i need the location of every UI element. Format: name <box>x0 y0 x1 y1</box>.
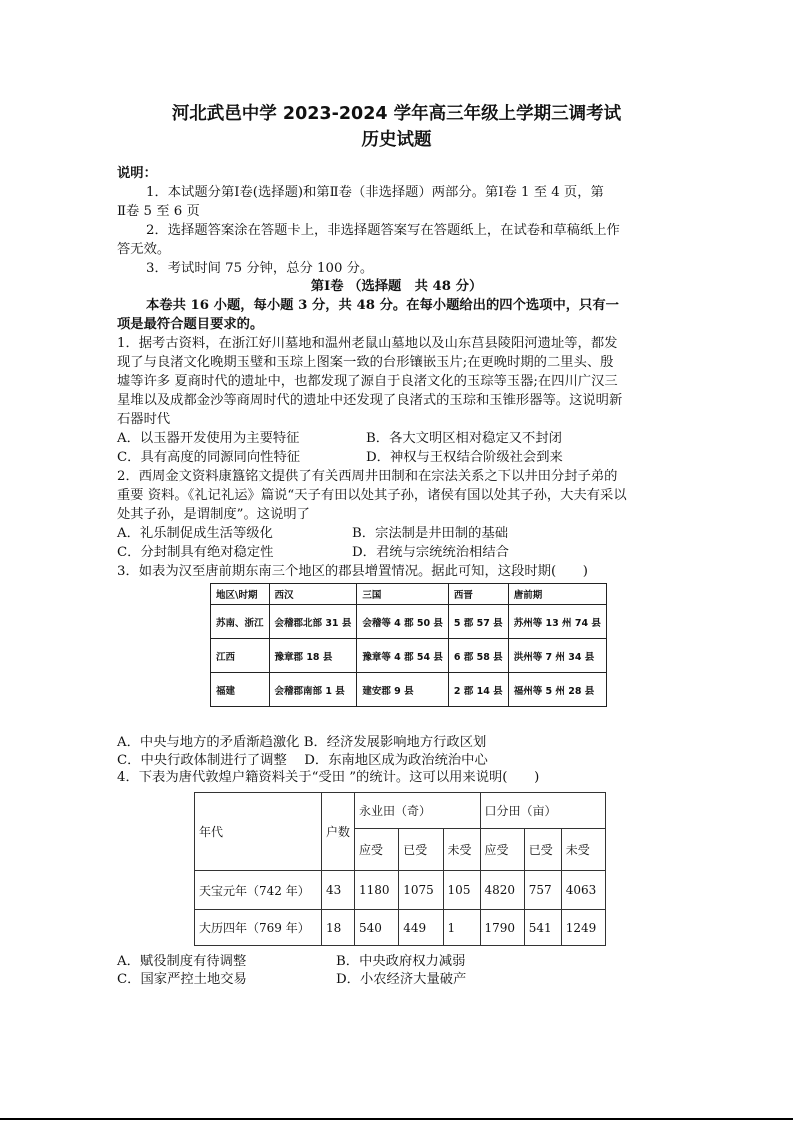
table-subheader-cell: 已受 <box>399 829 443 871</box>
q3-stem: 3．如表为汉至唐前期东南三个地区的郡县增置情况。据此可知，这段时期( ) <box>117 564 588 579</box>
table-cell: 5 郡 57 县 <box>448 605 508 639</box>
table-subheader-cell: 已受 <box>524 829 561 871</box>
section-intro-cont: 项是最符合题目要求的。 <box>117 317 264 332</box>
note-1: 1．本试题分第Ⅰ卷(选择题)和第Ⅱ卷（非选择题）两部分。第Ⅰ卷 1 至 4 页，第 <box>146 185 604 200</box>
table-subheader-cell: 应受 <box>480 829 524 871</box>
q1-stem-line: 石器时代 <box>117 412 171 427</box>
table-cell: 2 郡 14 县 <box>448 673 508 707</box>
q4-table <box>194 792 606 946</box>
table-header-cell: 西晋 <box>448 584 508 605</box>
q3-table <box>210 583 607 707</box>
table-header-row <box>195 793 606 829</box>
table-cell: 105 <box>443 871 480 910</box>
notes-heading: 说明： <box>117 166 157 181</box>
table-header-cell: 地区\时期 <box>211 584 270 605</box>
table-cell: 会稽等 4 郡 50 县 <box>357 605 449 639</box>
table-row <box>195 871 606 910</box>
q4-option-d[interactable]: D．小农经济大量破产 <box>336 972 467 987</box>
table-cell: 大历四年（769 年） <box>195 910 322 946</box>
table-cell: 1180 <box>355 871 399 910</box>
table-cell: 757 <box>524 871 561 910</box>
note-1-cont: Ⅱ卷 5 至 6 页 <box>117 204 200 219</box>
q2-option-b[interactable]: B．宗法制是井田制的基础 <box>352 526 509 541</box>
table-row <box>211 605 607 639</box>
table-cell: 豫章郡 18 县 <box>269 639 357 673</box>
table-cell: 43 <box>322 871 355 910</box>
table-header-cell: 三国 <box>357 584 449 605</box>
q1-stem-line: 星堆以及成都金沙等商周时代的遗址中还发现了良渚式的玉琮和玉锥形器等。这说明新 <box>117 393 623 408</box>
q4-option-a[interactable]: A．赋役制度有待调整 <box>117 954 247 969</box>
note-2: 2．选择题答案涂在答题卡上，非选择题答案写在答题纸上，在试卷和草稿纸上作 <box>146 223 620 238</box>
q1-option-d[interactable]: D．神权与王权结合阶级社会到来 <box>366 450 563 465</box>
table-header-cell: 永业田（奇） <box>355 793 480 829</box>
table-cell: 豫章等 4 郡 54 县 <box>357 639 449 673</box>
table-cell: 4063 <box>561 871 605 910</box>
section-heading: 第Ⅰ卷 （选择题 共 48 分） <box>310 279 483 294</box>
table-header-cell: 唐前期 <box>508 584 606 605</box>
table-header-cell: 口分田（亩） <box>480 793 606 829</box>
table-cell: 洪州等 7 州 34 县 <box>508 639 606 673</box>
table-cell: 449 <box>399 910 443 946</box>
table-header-cell: 西汉 <box>269 584 357 605</box>
table-cell: 1249 <box>561 910 605 946</box>
table-cell: 建安郡 9 县 <box>357 673 449 707</box>
table-header-cell: 户数 <box>322 793 355 871</box>
table-row <box>195 910 606 946</box>
q3-options-ab[interactable]: A．中央与地方的矛盾渐趋激化 B．经济发展影响地方行政区划 <box>117 735 487 750</box>
q1-option-b[interactable]: B．各大文明区相对稳定又不封闭 <box>366 431 562 446</box>
table-cell: 4820 <box>480 871 524 910</box>
q4-option-b[interactable]: B．中央政府权力减弱 <box>336 954 466 969</box>
note-3: 3．考试时间 75 分钟，总分 100 分。 <box>146 261 374 276</box>
q2-stem-line: 重要 资料。《礼记礼运》篇说“天子有田以处其子孙，诸侯有国以处其子孙，大夫有采以 <box>117 488 627 503</box>
bottom-rule <box>0 1118 793 1120</box>
q2-option-d[interactable]: D．君统与宗统统治相结合 <box>352 545 509 560</box>
table-cell: 541 <box>524 910 561 946</box>
table-subheader-cell: 未受 <box>561 829 605 871</box>
table-cell: 福州等 5 州 28 县 <box>508 673 606 707</box>
note-2-cont: 答无效。 <box>117 242 171 257</box>
section-intro: 本卷共 16 小题，每小题 3 分，共 48 分。在每小题给出的四个选项中，只有一 <box>146 298 619 313</box>
exam-subtitle: 历史试题 <box>361 130 432 150</box>
q2-stem-line: 2．西周金文资料康簋铭文提供了有关西周井田制和在宗法关系之下以井田分封子弟的 <box>117 469 618 484</box>
table-cell: 江西 <box>211 639 270 673</box>
table-cell: 会稽郡南部 1 县 <box>269 673 357 707</box>
table-cell: 福建 <box>211 673 270 707</box>
table-cell: 苏南、浙江 <box>211 605 270 639</box>
q1-stem-line: 现了与良渚文化晚期玉璧和玉琮上图案一致的台形镶嵌玉片;在更晚时期的二里头、殷 <box>117 355 614 370</box>
table-cell: 苏州等 13 州 74 县 <box>508 605 606 639</box>
table-cell: 1790 <box>480 910 524 946</box>
table-cell: 1075 <box>399 871 443 910</box>
q2-option-a[interactable]: A．礼乐制促成生活等级化 <box>117 526 273 541</box>
table-row <box>211 673 607 707</box>
q4-stem: 4．下表为唐代敦煌户籍资料关于“受田 ”的统计。这可以用来说明( ) <box>117 770 540 785</box>
table-cell: 会稽郡北部 31 县 <box>269 605 357 639</box>
table-header-row <box>211 584 607 605</box>
q1-stem-line: 1．据考古资料，在浙江好川墓地和温州老鼠山墓地以及山东莒县陵阳河遗址等，都发 <box>117 336 618 351</box>
exam-title: 河北武邑中学 2023-2024 学年高三年级上学期三调考试 <box>171 104 622 124</box>
q2-stem-line: 处其子孙，是谓制度”。这说明了 <box>117 507 310 522</box>
table-cell: 1 <box>443 910 480 946</box>
table-cell: 天宝元年（742 年） <box>195 871 322 910</box>
table-cell: 6 郡 58 县 <box>448 639 508 673</box>
q1-option-a[interactable]: A．以玉器开发使用为主要特征 <box>117 431 300 446</box>
q1-option-c[interactable]: C．具有高度的同源同向性特征 <box>117 450 301 465</box>
table-subheader-cell: 应受 <box>355 829 399 871</box>
q4-option-c[interactable]: C．国家严控土地交易 <box>117 972 247 987</box>
q2-option-c[interactable]: C．分封制具有绝对稳定性 <box>117 545 274 560</box>
q1-stem-line: 墟等许多 夏商时代的遗址中，也都发现了源自于良渚文化的玉琮等玉器;在四川广汉三 <box>117 374 618 389</box>
table-row <box>211 639 607 673</box>
table-cell: 18 <box>322 910 355 946</box>
table-subheader-cell: 未受 <box>443 829 480 871</box>
table-cell: 540 <box>355 910 399 946</box>
q3-options-cd[interactable]: C．中央行政体制进行了调整 D．东南地区成为政治统治中心 <box>117 753 488 768</box>
table-header-cell: 年代 <box>195 793 322 871</box>
